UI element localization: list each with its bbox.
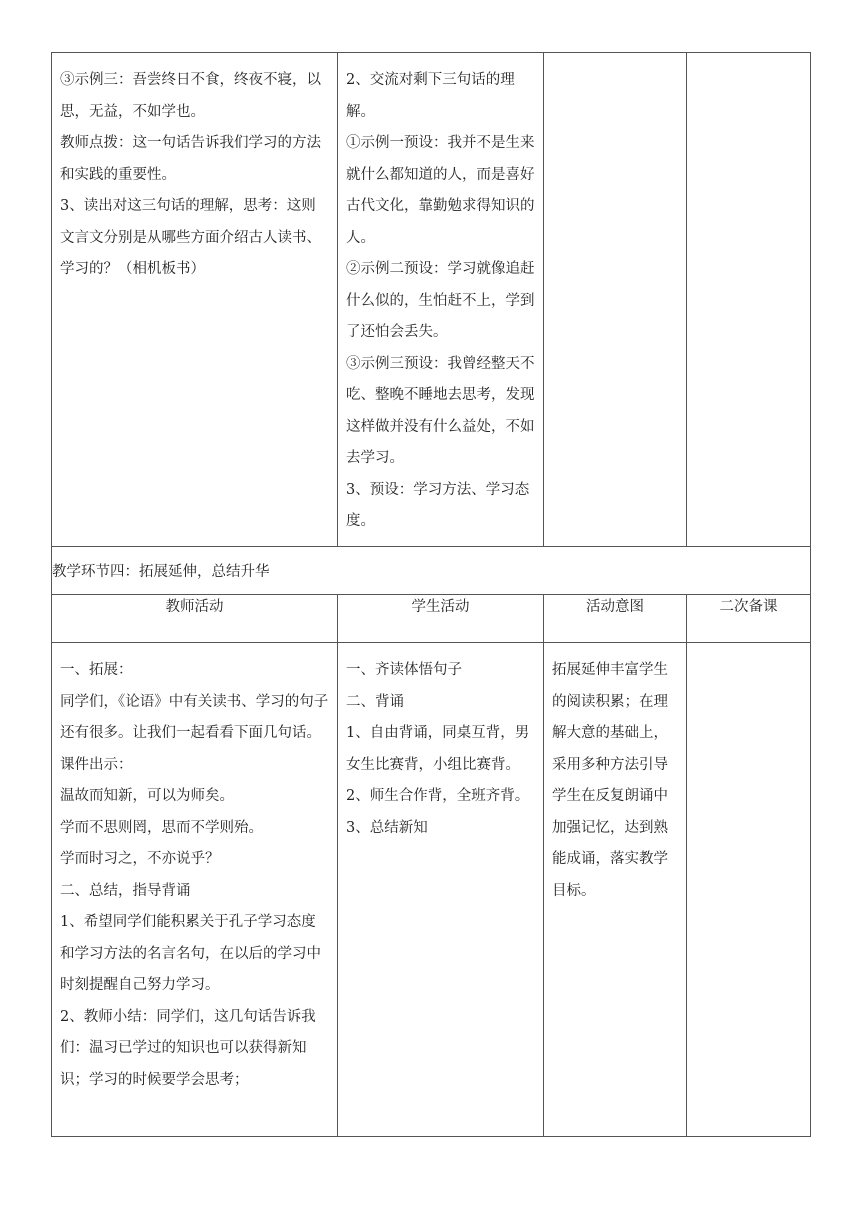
paragraph: 同学们，《论语》中有关读书、学习的句子还有很多。让我们一起看看下面几句话。 <box>60 693 329 741</box>
header-activity-intent: 活动意图 <box>544 595 687 643</box>
table-row-extension <box>52 643 811 1137</box>
lesson-plan-table <box>51 52 811 1137</box>
paragraph: 教师点拨：这一句话告诉我们学习的方法和实践的重要性。 <box>60 135 321 183</box>
header-row <box>52 595 811 643</box>
paragraph: 1、希望同学们能积累关于孔子学习态度和学习方法的名言名句，在以后的学习中时刻提醒自己努力学习。 <box>60 914 321 993</box>
paragraph: 学而时习之，不亦说乎？ <box>60 851 220 867</box>
paragraph: 二、背诵 <box>346 693 404 710</box>
second-prep-cell <box>687 53 811 547</box>
header-student-activity: 学生活动 <box>338 595 544 643</box>
activity-intent-cell <box>544 53 687 547</box>
paragraph: 2、教师小结：同学们，这几句话告诉我们：温习已学过的知识也可以获得新知识；学习的时候要学会思考； <box>60 1008 316 1088</box>
paragraph: ①示例一预设：我并不是生来就什么都知道的人，而是喜好古代文化，靠勤勉求得知识的人。 <box>346 135 535 246</box>
teacher-activity-cell <box>52 53 338 547</box>
paragraph: 2、师生合作背，全班齐背。 <box>346 788 530 804</box>
paragraph: 3、总结新知 <box>346 819 428 836</box>
paragraph: 3、预设：学习方法、学习态度。 <box>346 481 530 529</box>
paragraph: ③示例三预设：我曾经整天不吃、整晚不睡地去思考，发现这样做并没有什么益处，不如去学习。 <box>346 355 535 466</box>
paragraph: 3、读出对这三句话的理解，思考：这则文言文分别是从哪些方面介绍古人读书、学习的？（相机板书） <box>60 198 321 277</box>
paragraph: 二、总结，指导背诵 <box>60 882 191 899</box>
teacher-activity-cell <box>52 643 338 1137</box>
second-prep-cell <box>687 643 811 1137</box>
table-row-previous-activities <box>52 53 811 547</box>
section-title: 教学环节四：拓展延伸，总结升华 <box>52 547 811 595</box>
header-teacher-activity: 教师活动 <box>52 595 338 643</box>
paragraph: ②示例二预设：学习就像追赶什么似的，生怕赶不上，学到了还怕会丢失。 <box>346 261 535 340</box>
header-second-prep: 二次备课 <box>687 595 811 643</box>
paragraph: 课件出示： <box>60 756 133 773</box>
student-activity-cell <box>338 53 544 547</box>
paragraph: 1、自由背诵，同桌互背，男女生比赛背，小组比赛背。 <box>346 725 530 773</box>
section-row <box>52 547 811 595</box>
paragraph: 一、齐读体悟句子 <box>346 662 462 678</box>
paragraph: 2、交流对剩下三句话的理解。 <box>346 72 515 120</box>
student-activity-cell <box>338 643 544 1137</box>
paragraph: 学而不思则罔，思而不学则殆。 <box>60 819 263 836</box>
paragraph: 拓展延伸丰富学生的阅读积累；在理解大意的基础上，采用多种方法引导学生在反复朗诵中加强记忆，达到熟能成诵，落实教学目标。 <box>552 662 668 899</box>
paragraph: 一、拓展： <box>60 662 133 678</box>
paragraph: 温故而知新，可以为师矣。 <box>60 788 234 804</box>
activity-intent-cell <box>544 643 687 1137</box>
paragraph: ③示例三：吾尝终日不食，终夜不寝，以思，无益，不如学也。 <box>60 72 321 120</box>
